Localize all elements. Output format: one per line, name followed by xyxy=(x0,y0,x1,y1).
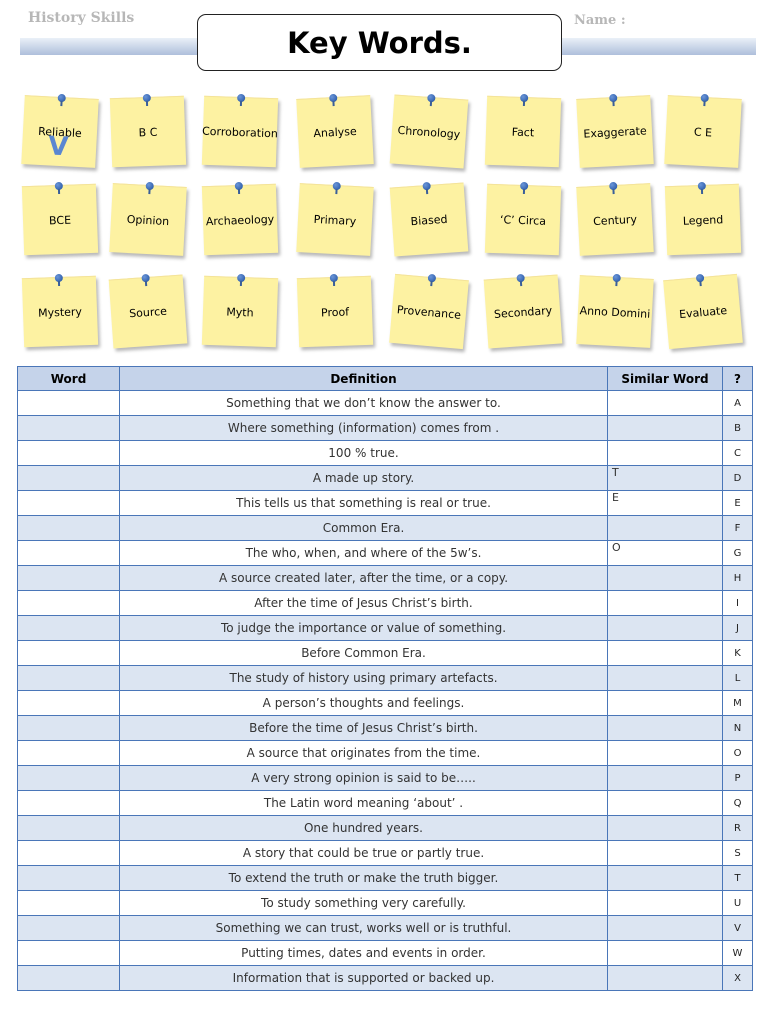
similar-word-cell[interactable] xyxy=(608,891,723,916)
word-cell[interactable] xyxy=(18,966,120,991)
table-row xyxy=(18,616,753,641)
similar-word-cell[interactable] xyxy=(608,916,723,941)
note-label: Fact xyxy=(511,125,535,139)
note-label: C E xyxy=(693,125,713,139)
table-row xyxy=(18,416,753,441)
check-mark: V xyxy=(47,131,70,163)
note-label: Source xyxy=(128,304,168,320)
word-cell[interactable] xyxy=(18,566,120,591)
similar-word-cell[interactable]: T xyxy=(608,466,723,491)
table-row xyxy=(18,516,753,541)
definition-cell: The Latin word meaning ‘about’ . xyxy=(120,791,608,816)
table-row xyxy=(18,916,753,941)
word-cell[interactable] xyxy=(18,691,120,716)
similar-word-cell[interactable] xyxy=(608,766,723,791)
letter-cell: M xyxy=(723,691,753,716)
pushpin-icon xyxy=(329,94,337,102)
definition-cell: Information that is supported or backed up. xyxy=(120,966,608,991)
definition-cell: Before the time of Jesus Christ’s birth. xyxy=(120,716,608,741)
definition-cell: The who, when, and where of the 5w’s. xyxy=(120,541,608,566)
word-cell[interactable] xyxy=(18,641,120,666)
similar-word-cell[interactable] xyxy=(608,391,723,416)
table-row xyxy=(18,841,753,866)
sticky-note xyxy=(390,95,469,169)
word-cell[interactable] xyxy=(18,891,120,916)
sticky-note xyxy=(485,96,561,168)
word-cell[interactable] xyxy=(18,466,120,491)
word-cell[interactable] xyxy=(18,591,120,616)
pushpin-icon xyxy=(609,182,617,190)
table-row xyxy=(18,441,753,466)
pushpin-icon xyxy=(55,182,63,190)
table-row xyxy=(18,466,753,491)
letter-cell: O xyxy=(723,741,753,766)
letter-cell: N xyxy=(723,716,753,741)
header-definition: Definition xyxy=(120,367,608,391)
letter-cell: V xyxy=(723,916,753,941)
letter-cell: W xyxy=(723,941,753,966)
definition-cell: The study of history using primary artefacts. xyxy=(120,666,608,691)
sticky-note xyxy=(296,95,374,168)
sticky-note xyxy=(664,95,742,168)
letter-cell: G xyxy=(723,541,753,566)
word-cell[interactable] xyxy=(18,516,120,541)
letter-cell: D xyxy=(723,466,753,491)
letter-cell: P xyxy=(723,766,753,791)
pushpin-icon xyxy=(428,274,437,283)
table-header-row xyxy=(18,367,753,391)
letter-cell: S xyxy=(723,841,753,866)
note-label: Corroboration xyxy=(201,124,279,140)
word-cell[interactable] xyxy=(18,616,120,641)
word-cell[interactable] xyxy=(18,666,120,691)
pushpin-icon xyxy=(330,274,338,282)
note-label: Archaeology xyxy=(205,212,275,228)
pushpin-icon xyxy=(141,274,150,283)
header-word: Word xyxy=(18,367,120,391)
definition-cell: Putting times, dates and events in order. xyxy=(120,941,608,966)
similar-word-cell[interactable] xyxy=(608,566,723,591)
sticky-note xyxy=(296,183,374,256)
letter-cell: X xyxy=(723,966,753,991)
pushpin-icon xyxy=(235,182,243,190)
header-similar-word: Similar Word xyxy=(608,367,723,391)
letter-cell: E xyxy=(723,491,753,516)
sticky-note xyxy=(297,276,373,348)
definition-cell: To judge the importance or value of something. xyxy=(120,616,608,641)
word-cell[interactable] xyxy=(18,841,120,866)
table-row xyxy=(18,641,753,666)
similar-word-cell[interactable] xyxy=(608,666,723,691)
table-row xyxy=(18,391,753,416)
definition-cell: A made up story. xyxy=(120,466,608,491)
letter-cell: L xyxy=(723,666,753,691)
sticky-note xyxy=(576,95,654,168)
definition-cell: Where something (information) comes from . xyxy=(120,416,608,441)
similar-word-cell[interactable] xyxy=(608,616,723,641)
pushpin-icon xyxy=(613,274,621,282)
sticky-note xyxy=(21,95,99,168)
similar-word-cell[interactable]: E xyxy=(608,491,723,516)
note-label: Evaluate xyxy=(678,303,728,321)
sticky-note xyxy=(202,96,278,168)
table-row xyxy=(18,591,753,616)
sticky-note xyxy=(202,184,278,256)
table-row xyxy=(18,541,753,566)
table-row xyxy=(18,891,753,916)
note-label: B C xyxy=(138,125,158,139)
similar-word-cell[interactable] xyxy=(608,691,723,716)
word-cell[interactable] xyxy=(18,916,120,941)
letter-cell: H xyxy=(723,566,753,591)
similar-word-cell[interactable] xyxy=(608,816,723,841)
sticky-note xyxy=(663,274,743,349)
word-cell[interactable] xyxy=(18,491,120,516)
pushpin-icon xyxy=(333,182,341,190)
word-cell[interactable] xyxy=(18,791,120,816)
table-row xyxy=(18,691,753,716)
word-cell[interactable] xyxy=(18,941,120,966)
sticky-note xyxy=(22,184,98,256)
table-row xyxy=(18,866,753,891)
key-words-table xyxy=(17,366,753,991)
pushpin-icon xyxy=(143,94,151,102)
definition-cell: Something that we don’t know the answer to. xyxy=(120,391,608,416)
letter-cell: Q xyxy=(723,791,753,816)
note-label: Century xyxy=(592,212,638,228)
similar-word-cell[interactable] xyxy=(608,741,723,766)
definition-cell: This tells us that something is real or true. xyxy=(120,491,608,516)
pushpin-icon xyxy=(609,94,617,102)
sticky-note xyxy=(389,274,469,349)
pushpin-icon xyxy=(146,182,154,190)
pushpin-icon xyxy=(696,274,705,283)
note-label: Reliable xyxy=(37,124,83,140)
pushpin-icon xyxy=(58,94,66,102)
definition-cell: 100 % true. xyxy=(120,441,608,466)
sticky-note xyxy=(576,183,654,256)
table-row xyxy=(18,666,753,691)
definition-cell: A story that could be true or partly true. xyxy=(120,841,608,866)
letter-cell: T xyxy=(723,866,753,891)
table-row xyxy=(18,791,753,816)
similar-word-cell[interactable] xyxy=(608,516,723,541)
note-label: Chronology xyxy=(397,123,461,141)
pushpin-icon xyxy=(237,274,245,282)
note-label: Exaggerate xyxy=(583,123,647,141)
name-label: Name : xyxy=(574,13,626,28)
table-row xyxy=(18,816,753,841)
definition-cell: After the time of Jesus Christ’s birth. xyxy=(120,591,608,616)
table-row xyxy=(18,966,753,991)
note-label: Mystery xyxy=(37,304,83,320)
pushpin-icon xyxy=(422,182,431,191)
word-cell[interactable] xyxy=(18,716,120,741)
word-cell[interactable] xyxy=(18,816,120,841)
note-label: Provenance xyxy=(396,302,462,322)
definition-cell: A source created later, after the time, or a copy. xyxy=(120,566,608,591)
word-cell[interactable] xyxy=(18,441,120,466)
pushpin-icon xyxy=(701,94,709,102)
definition-cell: A person’s thoughts and feelings. xyxy=(120,691,608,716)
definition-cell: Common Era. xyxy=(120,516,608,541)
page-title: Key Words. xyxy=(197,14,562,71)
letter-cell: U xyxy=(723,891,753,916)
definition-cell: A source that originates from the time. xyxy=(120,741,608,766)
word-cell[interactable] xyxy=(18,741,120,766)
table-row xyxy=(18,941,753,966)
similar-word-cell[interactable] xyxy=(608,591,723,616)
letter-cell: K xyxy=(723,641,753,666)
pushpin-icon xyxy=(698,182,706,190)
table-row xyxy=(18,716,753,741)
similar-word-cell[interactable] xyxy=(608,416,723,441)
definition-cell: To study something very carefully. xyxy=(120,891,608,916)
sticky-note xyxy=(202,276,278,348)
word-cell[interactable] xyxy=(18,766,120,791)
sticky-note xyxy=(110,96,186,168)
table-row xyxy=(18,766,753,791)
sticky-note xyxy=(665,184,741,256)
similar-word-cell[interactable] xyxy=(608,716,723,741)
table-row xyxy=(18,566,753,591)
pushpin-icon xyxy=(516,274,525,283)
similar-word-cell[interactable] xyxy=(608,941,723,966)
word-cell[interactable] xyxy=(18,391,120,416)
sticky-notes-board xyxy=(0,0,768,360)
pushpin-icon xyxy=(427,94,436,103)
note-label: Analyse xyxy=(313,124,357,140)
letter-cell: I xyxy=(723,591,753,616)
note-label: Anno Domini xyxy=(579,303,651,321)
letter-cell: F xyxy=(723,516,753,541)
note-label: Opinion xyxy=(126,212,170,228)
word-cell[interactable] xyxy=(18,416,120,441)
letter-cell: C xyxy=(723,441,753,466)
sticky-note xyxy=(576,275,654,348)
word-cell[interactable] xyxy=(18,866,120,891)
table-row xyxy=(18,741,753,766)
note-label: BCE xyxy=(48,213,72,227)
definition-cell: Before Common Era. xyxy=(120,641,608,666)
note-label: Secondary xyxy=(493,303,553,321)
definition-cell: One hundred years. xyxy=(120,816,608,841)
pushpin-icon xyxy=(520,94,528,102)
letter-cell: J xyxy=(723,616,753,641)
similar-word-cell[interactable] xyxy=(608,791,723,816)
similar-word-cell[interactable] xyxy=(608,641,723,666)
definition-cell: Something we can trust, works well or is truthful. xyxy=(120,916,608,941)
sticky-note xyxy=(22,276,98,348)
note-label: Biased xyxy=(410,212,448,228)
letter-cell: R xyxy=(723,816,753,841)
similar-word-cell[interactable]: O xyxy=(608,541,723,566)
similar-word-cell[interactable] xyxy=(608,866,723,891)
sticky-note xyxy=(109,183,187,256)
sticky-note xyxy=(390,183,469,257)
pushpin-icon xyxy=(55,274,63,282)
definition-cell: To extend the truth or make the truth bigger. xyxy=(120,866,608,891)
note-label: Proof xyxy=(320,305,350,319)
note-label: ‘C’ Circa xyxy=(499,212,547,228)
header-letter: ? xyxy=(723,367,753,391)
note-label: Legend xyxy=(682,212,724,228)
letter-cell: A xyxy=(723,391,753,416)
subject-label: History Skills xyxy=(28,10,135,26)
sticky-note xyxy=(109,275,188,349)
pushpin-icon xyxy=(237,94,245,102)
similar-word-cell[interactable] xyxy=(608,841,723,866)
pushpin-icon xyxy=(520,182,528,190)
note-label: Myth xyxy=(226,305,254,319)
word-cell[interactable] xyxy=(18,541,120,566)
sticky-note xyxy=(485,184,561,256)
sticky-note xyxy=(484,275,563,349)
table-row xyxy=(18,491,753,516)
definition-cell: A very strong opinion is said to be….. xyxy=(120,766,608,791)
letter-cell: B xyxy=(723,416,753,441)
similar-word-cell[interactable] xyxy=(608,441,723,466)
similar-word-cell[interactable] xyxy=(608,966,723,991)
note-label: Primary xyxy=(313,212,357,228)
